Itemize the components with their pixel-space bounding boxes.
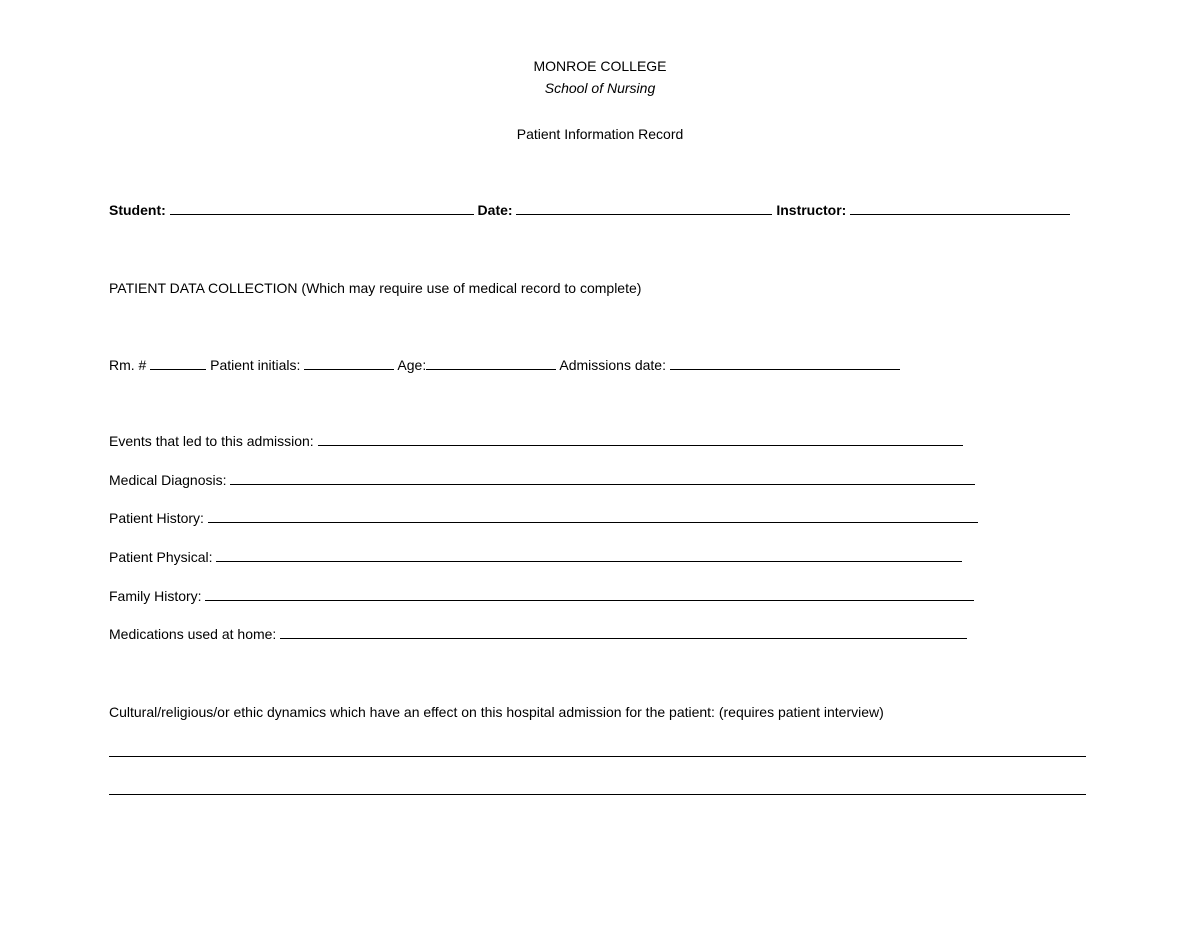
history-field-row — [109, 509, 978, 527]
patient-physical-label: Patient Physical: — [109, 549, 213, 565]
medications-field[interactable] — [280, 625, 967, 639]
date-field[interactable] — [516, 201, 772, 215]
form-title: Patient Information Record — [516, 126, 684, 142]
admission-date-label: Admissions date: — [559, 357, 666, 373]
cultural-prompt: Cultural/religious/or ethic dynamics which have an effect on this hospital admission for the patient: (requires patient interview) — [109, 704, 884, 720]
school-name: School of Nursing — [544, 80, 656, 96]
student-label: Student: — [109, 202, 166, 218]
patient-physical-field[interactable] — [216, 548, 962, 562]
events-field[interactable] — [318, 432, 963, 446]
family-history-label: Family History: — [109, 588, 202, 604]
student-field[interactable] — [170, 201, 474, 215]
section-heading: PATIENT DATA COLLECTION (Which may require use of medical record to complete) — [109, 280, 642, 296]
events-label: Events that led to this admission: — [109, 433, 314, 449]
identifiers-row — [109, 356, 900, 374]
patient-history-label: Patient History: — [109, 510, 204, 526]
cultural-answer-line-1[interactable] — [109, 756, 1086, 757]
instructor-label: Instructor: — [776, 202, 847, 218]
initials-label: Patient initials: — [210, 357, 301, 373]
room-label: Rm. # — [109, 357, 147, 373]
cultural-answer-line-2[interactable] — [109, 794, 1086, 795]
history-field-row — [109, 432, 963, 450]
room-field[interactable] — [150, 356, 206, 370]
initials-field[interactable] — [304, 356, 394, 370]
admission-date-field[interactable] — [670, 356, 900, 370]
medications-label: Medications used at home: — [109, 626, 277, 642]
signature-row — [109, 201, 1070, 219]
history-field-row — [109, 548, 962, 566]
history-field-row — [109, 471, 975, 489]
diagnosis-label: Medical Diagnosis: — [109, 472, 227, 488]
institution-name: MONROE COLLEGE — [533, 58, 667, 74]
date-label: Date: — [477, 202, 513, 218]
age-label: Age: — [397, 357, 427, 373]
diagnosis-field[interactable] — [230, 471, 975, 485]
history-field-row — [109, 587, 974, 605]
family-history-field[interactable] — [205, 587, 974, 601]
age-field[interactable] — [426, 356, 556, 370]
patient-history-field[interactable] — [208, 509, 978, 523]
instructor-field[interactable] — [850, 201, 1070, 215]
history-field-row — [109, 625, 967, 643]
